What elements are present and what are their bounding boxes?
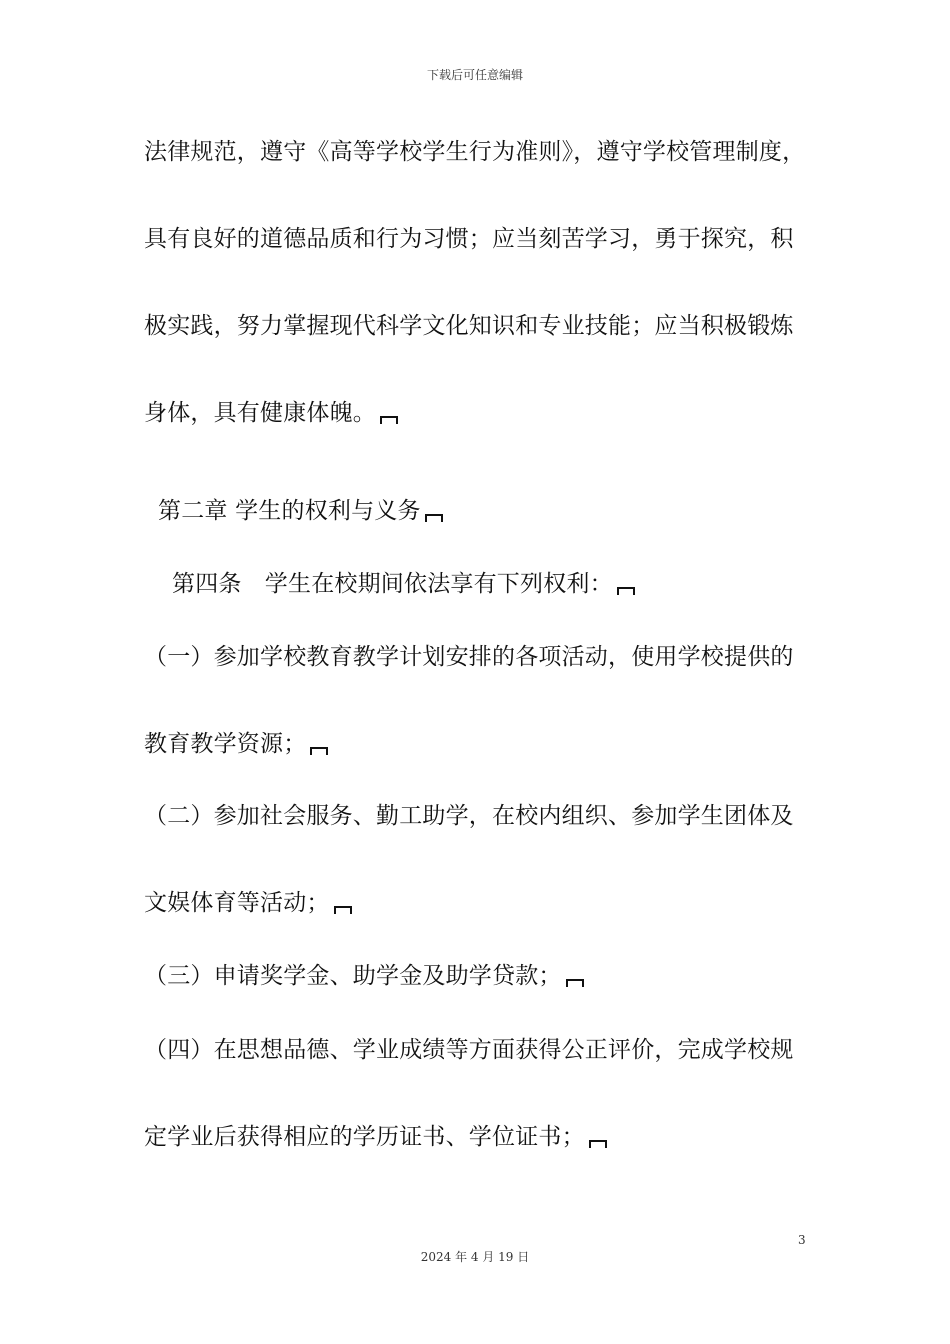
paragraph-mark-icon	[380, 416, 398, 424]
paragraph-mark-icon	[425, 514, 443, 522]
paragraph-mark-icon	[566, 979, 584, 987]
body-line: 极实践，努力掌握现代科学文化知识和专业技能；应当积极锻炼	[144, 313, 794, 339]
list-item-2-cont: 文娱体育等活动；	[144, 888, 352, 918]
paragraph-mark-icon	[334, 906, 352, 914]
list-item-4-cont: 定学业后获得相应的学历证书、学位证书；	[144, 1122, 607, 1152]
list-item-1: （一）参加学校教育教学计划安排的各项活动，使用学校提供的	[144, 644, 794, 670]
page-header: 下载后可任意编辑	[426, 68, 523, 82]
paragraph-mark-icon	[589, 1140, 607, 1148]
paragraph-mark-icon	[617, 587, 635, 595]
list-item-1-cont: 教育教学资源；	[144, 729, 328, 759]
chapter-heading: 第二章 学生的权利与义务	[158, 496, 443, 526]
body-line: 法律规范，遵守《高等学校学生行为准则》，遵守学校管理制度，	[144, 139, 806, 165]
list-item-3: （三）申请奖学金、助学金及助学贷款；	[144, 961, 584, 991]
paragraph-mark-icon	[310, 747, 328, 755]
page-number: 3	[798, 1233, 806, 1247]
footer-date: 2024 年 4 月 19 日	[420, 1250, 530, 1264]
article-heading: 第四条 学生在校期间依法享有下列权利：	[172, 569, 635, 599]
list-item-4: （四）在思想品德、学业成绩等方面获得公正评价，完成学校规	[144, 1037, 794, 1063]
body-line: 身体，具有健康体魄。	[144, 398, 398, 428]
list-item-2: （二）参加社会服务、勤工助学，在校内组织、参加学生团体及	[144, 803, 794, 829]
body-line: 具有良好的道德品质和行为习惯；应当刻苦学习，勇于探究，积	[144, 226, 794, 252]
